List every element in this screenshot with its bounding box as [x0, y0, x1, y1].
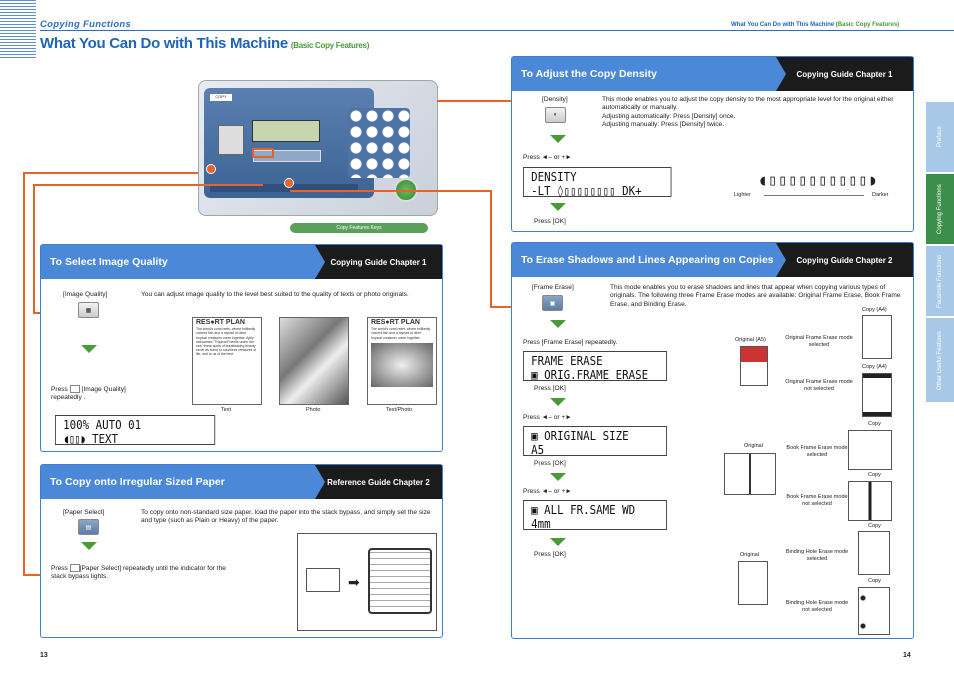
irregular-paper-heading: To Copy onto Irregular Sized Paper [41, 465, 315, 499]
connector-line [490, 190, 492, 308]
connector-line [33, 184, 35, 314]
caption-text: Text [221, 407, 232, 413]
image-quality-press: Press [Image Quality] repeatedly . [51, 385, 126, 402]
caption-photo: Photo [306, 407, 321, 413]
caption-text-photo: Text/Photo [386, 407, 412, 413]
image-quality-heading: To Select Image Quality [41, 245, 315, 279]
frame-erase-ok-1: Press [OK] [534, 385, 566, 392]
sample-text: RES●RT PLAN The world's coral reefs, where brilliantly colored fish and a myriad of other tropical creatures come together. Aptly nicknamed "Tropical Friends under the sea" these spots of breathtaking beauty serve as home to countless creatures of life, and to us of the best. [192, 317, 262, 405]
quality-lcd: 100% AUTO 01 ◖▯▯◗ TEXT [55, 415, 215, 445]
copy-label: Copy [868, 578, 881, 584]
copy-binding-not-selected [858, 587, 890, 635]
connector-line [23, 172, 198, 174]
irregular-paper-panel [40, 464, 443, 638]
connector-line [23, 172, 25, 576]
tab-preface[interactable]: Preface [926, 102, 954, 172]
lighter-label: Lighter [734, 192, 751, 198]
frame-erase-desc: This mode enables you to erase shadows and lines that appear when copying various types of originals. The following three Frame Erase modes are available: Original Frame Erase, Book Frame Erase, and Binding Erase. [610, 284, 901, 308]
copy-a4-sample-2 [862, 373, 892, 417]
frame-erase-key-label: [Frame Erase] [532, 284, 574, 291]
frame-erase-ref: Copying Guide Chapter 2 [776, 243, 913, 277]
density-key-icon: ◐ [545, 107, 566, 123]
section-label: Copying Functions [40, 19, 132, 30]
stack-bypass-illustration: ➡ [297, 533, 437, 631]
original-book-label: Original [744, 443, 763, 449]
connector-line [290, 190, 492, 192]
copy-a4-label-2: Copy (A4) [862, 364, 887, 370]
density-ok: Press [OK] [534, 218, 566, 225]
density-desc: This mode enables you to adjust the copy density to the most appropriate level for the original either automatically or manually. Adjusting automatically: Press [Density] once. Adjusting manually: Press [Density] twice. [602, 96, 894, 129]
frame-erase-lcd-3: ▣ ALL FR.SAME WD 4mm [523, 500, 667, 530]
density-heading: To Adjust the Copy Density [512, 57, 776, 91]
density-lcd: DENSITY -LT ◊▯▯▯▯▯▯▯▯ DK+ [523, 167, 672, 197]
frame-erase-panel [511, 242, 914, 639]
frame-erase-lcd-1: FRAME ERASE ▣ ORIG.FRAME ERASE [523, 351, 667, 381]
density-scale-icon: ◖▯▯▯▯▯▯▯▯▯▯◗ [758, 171, 879, 189]
density-key-label: [Density] [542, 96, 568, 103]
arrow-down-icon [81, 542, 97, 550]
arrow-down-icon [550, 135, 566, 143]
page-title: What You Can Do with This Machine (Basic Copy Features) [40, 35, 370, 52]
sample-text-photo: RES●RT PLAN The world's coral reefs, where brilliantly colored fish and a myriad of other tropical creatures come together. [367, 317, 437, 405]
bfe-selected-label: Book Frame Erase mode selected [786, 445, 848, 458]
original-a5-sample [740, 346, 768, 386]
bhe-not-selected-label: Binding Hole Erase mode not selected [785, 600, 849, 613]
image-quality-ref: Copying Guide Chapter 1 [315, 245, 442, 279]
connector-line [33, 184, 263, 186]
page-number-left: 13 [40, 652, 48, 659]
image-quality-key-icon: ▦ [78, 302, 99, 318]
frame-erase-press: Press [Frame Erase] repeatedly. [523, 339, 618, 346]
arrow-down-icon [550, 398, 566, 406]
tab-other-useful-features[interactable]: Other Useful Features [926, 318, 954, 402]
image-quality-desc: You can adjust image quality to the level best suited to the quality of texts or photo originals. [141, 291, 409, 298]
arrow-down-icon [550, 473, 566, 481]
irregular-paper-ref: Reference Guide Chapter 2 [315, 465, 442, 499]
control-panel-illustration: COPY [198, 80, 438, 216]
copy-label: Copy [868, 472, 881, 478]
sample-photo [279, 317, 349, 405]
original-a5-label: Original (A5) [735, 337, 766, 343]
arrow-down-icon [550, 203, 566, 211]
copy-binding-selected [858, 531, 890, 575]
density-ref: Copying Guide Chapter 1 [776, 57, 913, 91]
arrow-down-icon [550, 320, 566, 328]
density-press: Press ◄– or +► [523, 154, 572, 161]
tab-copying-functions[interactable]: Copying Functions [926, 174, 954, 244]
frame-erase-ok-2: Press [OK] [534, 460, 566, 467]
frame-erase-heading: To Erase Shadows and Lines Appearing on Copies [512, 243, 776, 277]
keys-label: Copy Features Keys [290, 223, 428, 233]
arrow-down-icon [550, 538, 566, 546]
original-book-sample [724, 453, 776, 495]
bfe-not-selected-label: Book Frame Erase mode not selected [786, 494, 848, 507]
header-rule [40, 30, 954, 31]
paper-select-key-icon: ▤ [78, 519, 99, 535]
ofe-selected-label: Original Frame Erase mode selected [785, 335, 853, 348]
frame-erase-lcd-2: ▣ ORIGINAL SIZE A5 [523, 426, 667, 456]
original-binding-sample [738, 561, 768, 605]
ofe-not-selected-label: Original Frame Erase mode not selected [785, 379, 853, 392]
copy-a4-label: Copy (A4) [862, 307, 887, 313]
bhe-selected-label: Binding Hole Erase mode selected [785, 549, 849, 562]
header-stripes [0, 0, 36, 58]
arrow-down-icon [81, 345, 97, 353]
page-number-right: 14 [903, 652, 911, 659]
copy-label: Copy [868, 523, 881, 529]
frame-erase-ok-3: Press [OK] [534, 551, 566, 558]
frame-erase-press-3: Press ◄– or +► [523, 488, 572, 495]
tab-facsimile-functions[interactable]: Facsimile Functions [926, 246, 954, 316]
density-panel [511, 56, 914, 232]
image-quality-panel [40, 244, 443, 452]
frame-erase-key-icon: ▣ [542, 295, 563, 311]
original-binding-label: Original [740, 552, 759, 558]
paper-desc: To copy onto non-standard size paper, load the paper into the stack bypass, and simply set the size and type (such as Plain or Heavy) of the paper. [141, 509, 431, 525]
paper-press: Press [Paper Select] repeatedly until the indicator for the stack bypass lights. [51, 564, 226, 581]
copy-book-not-selected [848, 481, 892, 521]
copy-a4-sample [862, 315, 892, 359]
copy-label: Copy [868, 421, 881, 427]
running-head: What You Can Do with This Machine (Basic Copy Features) [731, 22, 900, 28]
copy-book-selected [848, 430, 892, 470]
darker-label: Darker [872, 192, 889, 198]
frame-erase-press-2: Press ◄– or +► [523, 414, 572, 421]
paper-key-label: [Paper Select] [63, 509, 105, 516]
density-scale-arrow [764, 195, 864, 196]
image-quality-key-label: [Image Quality] [63, 291, 108, 298]
